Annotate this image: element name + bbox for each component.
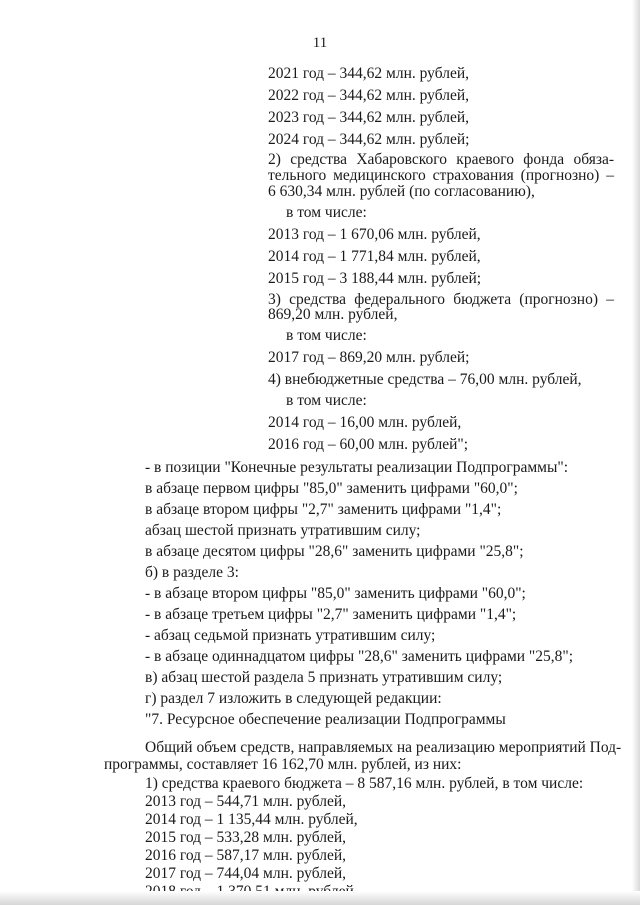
budget-line: 2015 год – 3 188,44 млн. рублей;	[268, 270, 482, 287]
amendment-line: в абзаце первом цифры "85,0" заменить цифрами "60,0";	[145, 480, 518, 497]
amendment-line: - в абзаце третьем цифры "2,7" заменить цифрами "1,4";	[145, 606, 517, 623]
item2-line: 6 630,34 млн. рублей (по согласованию),	[268, 183, 535, 200]
year-line: 2013 год – 544,71 млн. рублей,	[145, 793, 347, 810]
amendment-line: б) в разделе 3:	[145, 564, 239, 581]
amendment-line: - в абзаце одиннадцатом цифры "28,6" заменить цифрами "25,8";	[145, 648, 574, 665]
budget-line: 2014 год – 16,00 млн. рублей,	[268, 414, 462, 431]
amendment-line: в) абзац шестой раздела 5 признать утратившим силу;	[145, 669, 503, 686]
item3-line: 3) средства федерального бюджета (прогнозно) –	[268, 291, 614, 308]
in-that-number-label: в том числе:	[286, 204, 367, 221]
amendment-line: в абзаце десятом цифры "28,6" заменить цифрами "25,8";	[145, 543, 524, 560]
summary-line: Общий объем средств, направляемых на реализацию мероприятий Под-	[145, 739, 622, 756]
scan-edge-right	[632, 0, 640, 905]
item2-line: 2) средства Хабаровского краевого фонда обяза-	[268, 151, 614, 168]
item4-line: 4) внебюджетные средства – 76,00 млн. рублей,	[268, 371, 582, 388]
budget-line: 2021 год – 344,62 млн. рублей,	[268, 65, 470, 82]
amendment-line: г) раздел 7 изложить в следующей редакции:	[145, 690, 442, 707]
item2-line: тельного медицинского страхования (прогнозно) –	[268, 167, 614, 184]
budget-line: 2022 год – 344,62 млн. рублей,	[268, 87, 470, 104]
page-number: 11	[312, 35, 328, 51]
scan-edge-bottom	[0, 891, 640, 905]
year-line: 2016 год – 587,17 млн. рублей,	[145, 847, 347, 864]
budget-line: 2023 год – 344,62 млн. рублей,	[268, 109, 470, 126]
budget-line: 2024 год – 344,62 млн. рублей;	[268, 131, 470, 148]
amendment-line: - в позиции "Конечные результаты реализации Подпрограммы":	[145, 459, 569, 476]
budget-line: 2016 год – 60,00 млн. рублей";	[268, 436, 469, 453]
section-heading: "7. Ресурсное обеспечение реализации Подпрограммы	[145, 711, 506, 728]
year-line: 2015 год – 533,28 млн. рублей,	[145, 829, 347, 846]
year-line: 2017 год – 744,04 млн. рублей,	[145, 865, 347, 882]
budget-line: 2013 год – 1 670,06 млн. рублей,	[268, 226, 481, 243]
budget-line: 2014 год – 1 771,84 млн. рублей,	[268, 248, 481, 265]
amendment-line: - абзац седьмой признать утратившим силу;	[145, 627, 436, 644]
year-line: 2014 год – 1 135,44 млн. рублей,	[145, 811, 358, 828]
summary-line: программы, составляет 16 162,70 млн. рублей, из них:	[104, 756, 462, 773]
amendment-line: абзац шестой признать утратившим силу;	[145, 522, 421, 539]
amendment-line: в абзаце втором цифры "2,7" заменить цифрами "1,4";	[145, 501, 502, 518]
amendment-line: - в абзаце втором цифры "85,0" заменить цифрами "60,0";	[145, 585, 526, 602]
item3-line: 869,20 млн. рублей,	[268, 306, 398, 323]
budget-line: 2017 год – 869,20 млн. рублей;	[268, 349, 470, 366]
in-that-number-label: в том числе:	[286, 392, 367, 409]
item1-line: 1) средства краевого бюджета – 8 587,16 млн. рублей, в том числе:	[145, 775, 584, 792]
in-that-number-label: в том числе:	[286, 327, 367, 344]
